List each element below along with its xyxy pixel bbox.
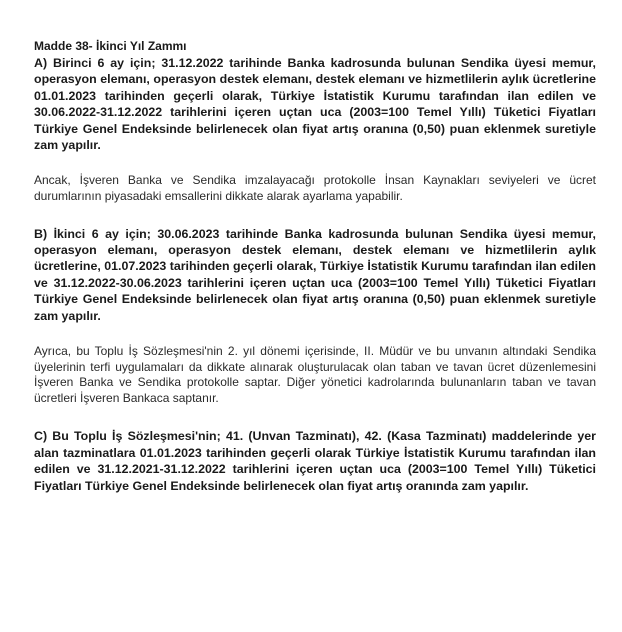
article-title: Madde 38- İkinci Yıl Zammı [34, 39, 187, 53]
paragraph-b-second-six-months: B) İkinci 6 ay için; 30.06.2023 tarihinde Banka kadrosunda bulunan Sendika üyesi memur, operasyon elemanı, operasyon destek elemanı, destek elemanı ve hizmetlilerin aylık ücretlerine, 01.07.2023 tarihinden geçerli olarak, Türkiye İstatistik Kurumu tarafından ilan edilen ve 31.12.2022-30.06.2023 tarihlerini içeren uçtan uca (2003=100 Temel Yıllı) Tüketici Fiyatları Türkiye Genel Endeksinde belirlenecek olan fiyat artış oranına (0,50) puan eklenmek suretiyle zam yapılır. [34, 226, 596, 323]
paragraph-a-first-six-months: A) Birinci 6 ay için; 31.12.2022 tarihinde Banka kadrosunda bulunan Sendika üyesi memur, operasyon elemanı, operasyon destek elemanı, destek elemanı ve hizmetlilerin aylık ücretlerine 01.01.2023 tarihinden geçerli olarak, Türkiye İstatistik Kurumu tarafından ilan edilen ve 30.06.2022-31.12.2022 tarihlerini içeren uçtan uca (2003=100 Temel Yıllı) Tüketici Fiyatları Türkiye Genel Endeksinde belirlenecek olan fiyat artış oranına (0,50) puan eklenmek suretiyle zam yapılır. [34, 56, 596, 153]
paragraph-c-compensations: C) Bu Toplu İş Sözleşmesi'nin; 41. (Unvan Tazminatı), 42. (Kasa Tazminatı) maddelerinde yer alan tazminatlara 01.01.2023 tarihinden geçerli olarak Türkiye İstatistik Kurumu tarafından ilan edilen ve 31.12.2021-31.12.2022 tarihlerini içeren uçtan uca (2003=100 Temel Yıllı) Tüketici Fiyatları Türkiye Genel Endeksinde belirlenecek olan fiyat artış oranında zam yapılır. [34, 429, 596, 493]
paragraph-base-ceiling-wages: Ayrıca, bu Toplu İş Sözleşmesi'nin 2. yıl dönemi içerisinde, II. Müdür ve bu unvanın altındaki Sendika üyelerinin terfi uygulamaları da dikkate alınarak oluşturulacak olan taban ve tavan ücret düzenlemesini İşveren Banka ve Sendika protokolle saptar. Diğer yönetici kadrolarında bulunanların taban ve tavan ücretleri İşveren Bankaca saptanır. [34, 344, 596, 405]
paragraph-protocol-adjustment: Ancak, İşveren Banka ve Sendika imzalayacağı protokolle İnsan Kaynakları seviyeleri ve ücret durumlarının piyasadaki emsallerini dikkate alarak ayarlama yapabilir. [34, 173, 596, 204]
